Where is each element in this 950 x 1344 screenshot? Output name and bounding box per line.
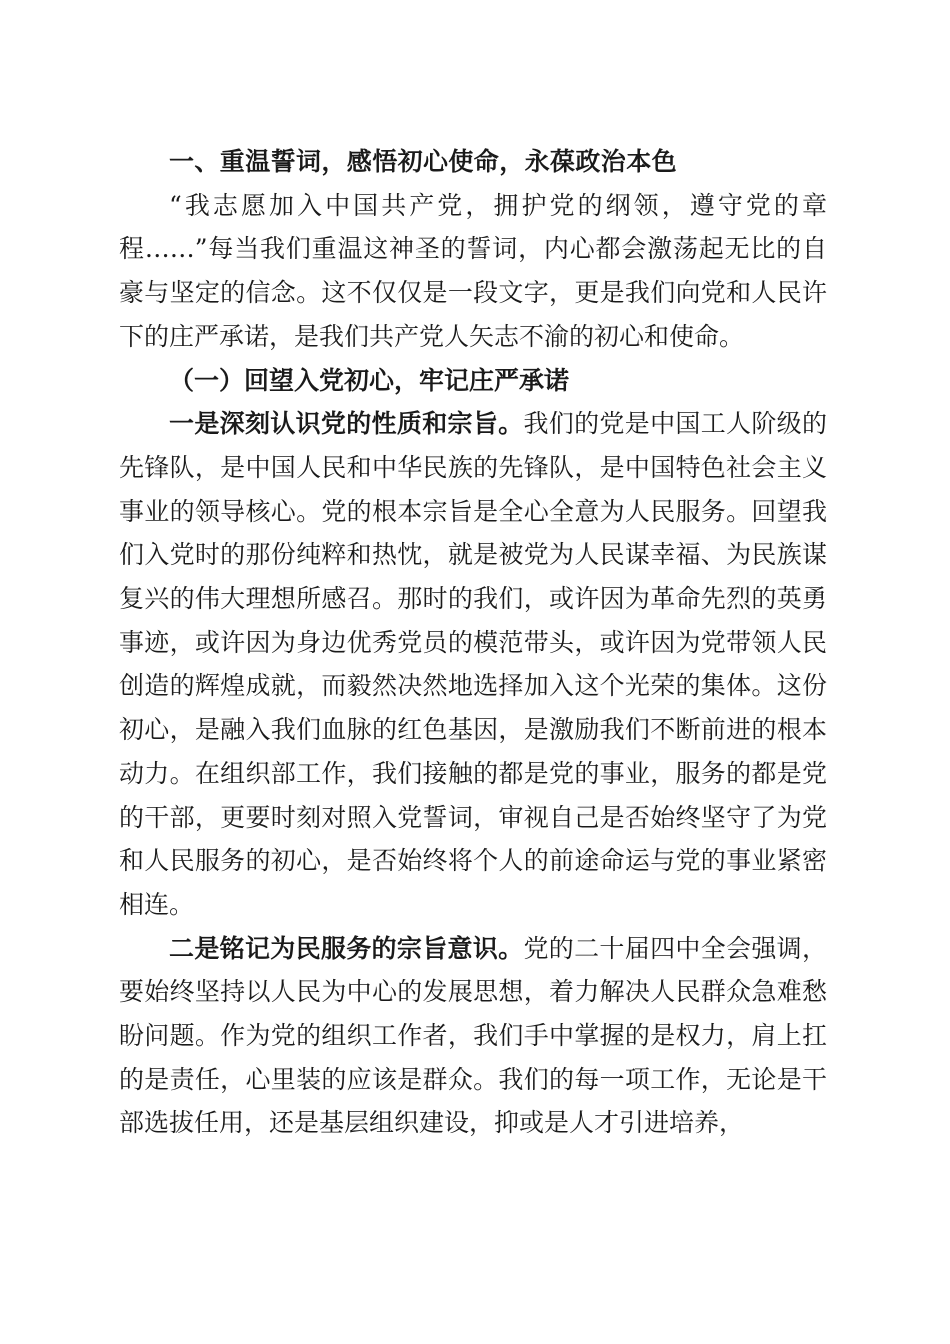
intro-paragraph: “我志愿加入中国共产党，拥护党的纲领，遵守党的章程……”每当我们重温这神圣的誓词，内心都会激荡起无比的自豪与坚定的信念。这不仅仅是一段文字，更是我们向党和人民许下的庄严承诺，是我们共产党人矢志不渝的初心和使命。 — [119, 190, 827, 351]
point-one-lead: 一是深刻认识党的性质和宗旨。 — [169, 409, 524, 439]
point-two-lead: 二是铭记为民服务的宗旨意识。 — [169, 933, 524, 963]
point-one-body: 我们的党是中国工人阶级的先锋队，是中国人民和中华民族的先锋队，是中国特色社会主义事业的领导核心。党的根本宗旨是全心全意为人民服务。回望我们入党时的那份纯粹和热忱，就是被党为人民谋幸福、为民族谋复兴的伟大理想所感召。那时的我们，或许因为革命先烈的英勇事迹，或许因为身边优秀党员的模范带头，或许因为党带领人民创造的辉煌成就，而毅然决然地选择加入这个光荣的集体。这份初心，是融入我们血脉的红色基因，是激励我们不断前进的根本动力。在组织部工作，我们接触的都是党的事业，服务的都是党的干部，更要时刻对照入党誓词，审视自己是否始终坚守了为党和人民服务的初心，是否始终将个人的前途命运与党的事业紧密相连。 — [119, 409, 827, 919]
point-one-paragraph — [119, 402, 827, 926]
subheading: （一）回望入党初心，牢记庄严承诺 — [169, 365, 570, 395]
point-two-body: 党的二十届四中全会强调，要始终坚持以人民为中心的发展思想，着力解决人民群众急难愁盼问题。作为党的组织工作者，我们手中掌握的是权力，肩上扛的是责任，心里装的应该是群众。我们的每一项工作，无论是干部选拔任用，还是基层组织建设，抑或是人才引进培养， — [119, 933, 827, 1138]
section-heading: 一、重温誓词，感悟初心使命，永葆政治本色 — [169, 147, 678, 176]
point-two-paragraph — [119, 927, 827, 1146]
document-body — [119, 140, 827, 1145]
